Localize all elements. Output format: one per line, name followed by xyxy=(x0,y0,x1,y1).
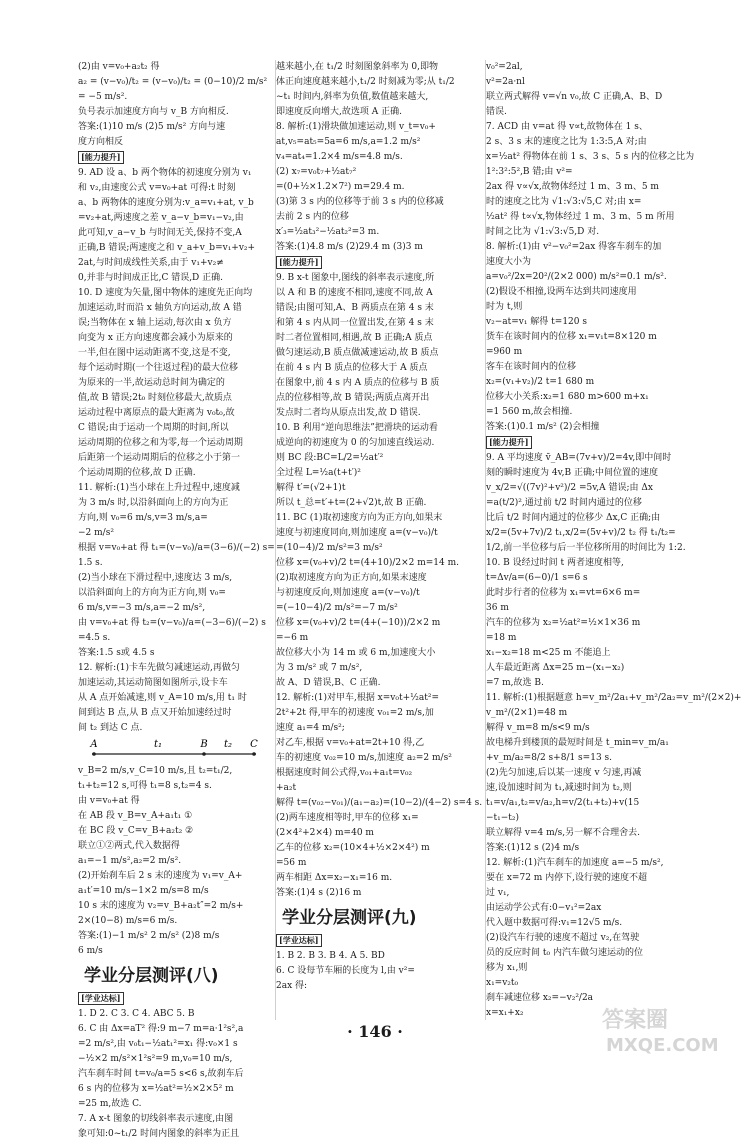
answer-line: 在图象中,前 4 s 内 A 质点的位移与 B 质 xyxy=(276,378,440,388)
answer-line: 12. 解析:(1)卡车先做匀减速运动,再做匀 xyxy=(78,663,240,673)
section-tag-label: [能力提升] xyxy=(276,256,322,269)
answer-line: −t₁−t₂) xyxy=(486,813,520,823)
answer-line: 1.5 s. xyxy=(78,558,103,568)
answer-line: =(−10−4)/2 m/s²=−7 m/s² xyxy=(276,603,398,613)
answer-line: 错误;由图可知,A、B 两质点在第 4 s 末 xyxy=(276,303,434,313)
answer-line: (2)两车速度相等时,甲车的位移 x₁= xyxy=(276,813,419,823)
answer-line: 9. AD 设 a、b 两个物体的初速度分别为 v₁ xyxy=(78,168,252,178)
answer-line: 为原来的一半,故运动总时间为确定的 xyxy=(78,378,225,388)
answer-line: v_x/2=√((7v)²+v²)/2 =5v,A 错误;由 Δx xyxy=(486,483,653,493)
answer-line: 以 A 和 B 的速度不相同,速度不同,故 A xyxy=(276,288,433,298)
section-tag xyxy=(276,255,484,271)
answer-line: 乙车的位移 x₂=(10×4+½×2×4²) m xyxy=(276,843,430,853)
answer-line: 根据 v=v₀+at 得 t₁=(v−v₀)/a=(3−6)/(−2) s= xyxy=(78,543,275,553)
answer-line: 10 s 末的速度为 v₂=v_B+a₂t″=2 m/s+ xyxy=(78,901,244,911)
answer-line: 答案:(1)−1 m/s² 2 m/s² (2)8 m/s xyxy=(78,931,220,941)
answer-line: 时为 t,则 xyxy=(486,302,523,312)
answer-line: +v_m/a₂=8/2 s+8/1 s=13 s. xyxy=(486,753,613,763)
answer-line: 移为 x₁,则 xyxy=(486,963,528,973)
answer-line: 代入题中数据可得:v₁=12√5 m/s. xyxy=(486,918,623,928)
answer-line: 则 BC 段:BC=L/2=½at′² xyxy=(276,453,384,463)
answer-line: v_m²/(2×1)=48 m xyxy=(486,708,568,718)
answer-line: 方向,则 v₀=6 m/s,v=3 m/s,a= xyxy=(78,513,208,523)
answer-line: 速,设加速时间为 t₁,减速时间为 t₂,则 xyxy=(486,783,632,793)
answer-line: 发点时二者均从原点出发,故 D 错误. xyxy=(276,408,421,418)
motion-diagram xyxy=(78,736,268,764)
answer-line: 2 s、3 s 末的速度之比为 1:3:5,A 对;由 xyxy=(486,137,647,147)
answer-line: x/2=(5v+7v)/2 t₁,x/2=(5v+v)/2 t₂ 得 t₁/t₂= xyxy=(486,528,676,538)
answer-line: 错误. xyxy=(486,107,507,117)
answer-line: 答案:(1)12 s (2)4 m/s xyxy=(486,843,580,853)
answer-line: 负号表示加速度方向与 v_B 方向相反. xyxy=(78,107,229,117)
answer-line: 从 A 点开始减速,则 v_A=10 m/s,用 t₁ 时 xyxy=(78,693,247,703)
answer-line: 加速运动,其运动简图如图所示,设卡车 xyxy=(78,678,228,688)
answer-line: (2) x₇=v₀t₇+½at₇² xyxy=(276,167,357,177)
answer-line: 速度 a₁=4 m/s²; xyxy=(276,723,345,733)
answer-line: (2)取初速度方向为正方向,如果末速度 xyxy=(276,573,427,583)
section-tag xyxy=(78,150,274,166)
diagram-label: B xyxy=(200,739,208,750)
answer-line: 刻的瞬时速度为 4v,B 正确;中间位置的速度 xyxy=(486,468,658,478)
answer-line: =−6 m xyxy=(276,633,309,643)
answer-line: 10. B 设经过时间 t 两者速度相等, xyxy=(486,558,624,568)
answer-line: =v₂+at,两速度之差 v_a−v_b=v₁−v₂,由 xyxy=(78,213,244,223)
answer-line: =2 m/s²,由 v₀t₁−½at₁²=x₁ 得:v₀×1 s xyxy=(78,1039,238,1049)
answer-line: 2at,与时间成线性关系,由于 v₁+v₂≠ xyxy=(78,258,224,268)
answer-line: a₁t′=10 m/s−1×2 m/s=8 m/s xyxy=(78,886,209,896)
answer-line: v₄=at₄=1.2×4 m/s=4.8 m/s. xyxy=(276,152,403,162)
answer-line: 汽车的位移为 x₂=½at²=½×1×36 m xyxy=(486,618,641,628)
answer-line: 答案:(1)0.1 m/s² (2)会相撞 xyxy=(486,422,600,432)
answer-line: 1²:3²:5²,B 错;由 v²= xyxy=(486,167,573,177)
answer-line: 为 3 m/s 时,以沿斜面向上的方向为正 xyxy=(78,498,229,508)
answer-line: a=v₀²/2x=20²/(2×2 000) m/s²=0.1 m/s². xyxy=(486,272,667,282)
answer-line: at,v₅=at₅=5a=6 m/s,a=1.2 m/s² xyxy=(276,137,421,147)
answer-line: a₁=−1 m/s²,a₂=2 m/s². xyxy=(78,856,182,866)
answer-line: ½at² 得 t∝√x,物体经过 1 m、3 m、5 m 所用 xyxy=(486,212,675,222)
answer-line: 答案:(1)10 m/s (2)5 m/s² 方向与速 xyxy=(78,122,226,132)
answer-line: 过 v₁, xyxy=(486,888,510,898)
answer-line: (2)当小球在下滑过程中,速度达 3 m/s, xyxy=(78,573,233,583)
answer-line: 由运动学公式有:0−v₁²=2ax xyxy=(486,903,602,913)
section-tag-label: [学业达标] xyxy=(276,934,322,947)
answer-line: =1 560 m,故会相撞. xyxy=(486,407,573,417)
answer-line: 运动周期的位移之和为零,每一个运动周期 xyxy=(78,438,243,448)
diagram-point xyxy=(252,752,256,756)
answer-line: x′₃=½at₃²−½at₂²=3 m. xyxy=(276,227,380,237)
answer-line: 10. B 利用“逆向思维法”把滑块的运动看 xyxy=(276,423,438,433)
answer-line: 答案:1.5 s或 4.5 s xyxy=(78,648,155,658)
answer-column-left xyxy=(78,60,275,1139)
answer-line: 以沿斜面向上的方向为正方向,则 v₀= xyxy=(78,588,226,598)
answer-line: (2)开始刹车后 2 s 末的速度为 v₁=v_A+ xyxy=(78,871,243,881)
answer-line: 6 s 内的位移为 x=½at²=½×2×5² m xyxy=(78,1084,234,1094)
answer-line: 6 m/s xyxy=(78,946,103,956)
answer-line: 7. A x-t 图象的切线斜率表示速度,由图 xyxy=(78,1114,234,1124)
section-tag xyxy=(276,933,484,949)
answer-column-middle xyxy=(276,60,484,1035)
answer-line: 解得 v_m=8 m/s<9 m/s xyxy=(486,723,590,733)
answer-line: v²=2a·nl xyxy=(486,77,525,87)
answer-line: 位移 x=(v₀+v)/2 t=(4+10)/2×2 m=14 m. xyxy=(276,558,460,568)
answer-line: 所以 t_总=t′+t=(2+√2)t,故 B 正确. xyxy=(276,498,427,508)
answer-line: 2×(10−8) m/s=6 m/s. xyxy=(78,916,178,926)
answer-line: =(10−4)/2 m/s²=3 m/s² xyxy=(276,543,383,553)
answer-line: 由 v=v₀+at 得 xyxy=(78,796,140,806)
answer-line: 体正向速度越来越小,t₁/2 时刻减为零;从 t₁/2 xyxy=(276,77,455,87)
answer-line: a、b 两物体的速度分别为:v_a=v₁+at, v_b xyxy=(78,198,254,208)
answer-line: 由 v=v₀+at 得 t₂=(v−v₀)/a=(−3−6)/(−2) s xyxy=(78,618,266,628)
diagram-label: t₁ xyxy=(153,739,163,750)
answer-line: 两车相距 Δx=x₂−x₁=16 m. xyxy=(276,873,393,883)
answer-line: 为 3 m/s² 或 7 m/s², xyxy=(276,663,363,673)
answer-line: 36 m xyxy=(486,603,509,613)
answer-line: 答案:(1)4 s (2)16 m xyxy=(276,888,362,898)
diagram-label: t₂ xyxy=(223,739,233,750)
answer-line: a₂ = (v−v₀)/t₂ = (v−v₀)/t₂ = (0−10)/2 m/s² xyxy=(78,77,268,87)
answer-line: 9. B x-t 图象中,图线的斜率表示速度,所 xyxy=(276,273,435,283)
answer-line: 员的反应时间 t₀ 内汽车做匀速运动的位 xyxy=(486,948,643,958)
section-tag xyxy=(486,435,706,451)
answer-line: 度方向相反 xyxy=(78,137,124,147)
answer-line: 车的初速度 v₀₂=10 m/s,加速度 a₂=2 m/s² xyxy=(276,753,452,763)
answer-line: (3)第 3 s 内的位移等于前 3 s 内的位移减 xyxy=(276,197,444,207)
answer-line: 2ax 得 v∝√x,故物体经过 1 m、3 m、5 m xyxy=(486,182,659,192)
answer-line: 时的速度之比为 √1:√3:√5,C 对;由 x= xyxy=(486,197,642,207)
answer-line: 11. 解析:(1)根据题意 h=v_m²/2a₁+v_m²/2a₂=v_m²/(2×2)+ xyxy=(486,693,742,703)
answer-line: 与初速度反向,则加速度 a=(v−v₀)/t xyxy=(276,588,420,598)
answer-line: 1/2,前一半位移与后一半位移所用的时间比为 1:2. xyxy=(486,543,686,553)
answer-line: 误;当物体在 x 轴上运动,每次由 x 负方 xyxy=(78,318,232,328)
answer-line: 此可知,v_a−v_b 与时间无关,保持不变,A xyxy=(78,228,242,238)
section-tag-label: [能力提升] xyxy=(486,436,532,449)
answer-line: 10. D 速度为矢量,图中物体的速度先正向均 xyxy=(78,288,253,298)
answer-line: 在 AB 段 v_B=v_A+a₁t₁ ① xyxy=(78,811,193,821)
answer-line: =56 m xyxy=(276,858,307,868)
answer-line: 故电梯升到楼顶的最短时间是 t_min=v_m/a₁ xyxy=(486,738,669,748)
answer-line: 人车最近距离 Δx=25 m−(x₁−x₂) xyxy=(486,663,625,673)
diagram-label: A xyxy=(90,739,98,750)
answer-line: 比后 t/2 时间内通过的位移少 Δx,C 正确;由 xyxy=(486,513,661,523)
answer-line: = −5 m/s². xyxy=(78,92,128,102)
answer-line: 答案:(1)4.8 m/s (2)29.4 m (3)3 m xyxy=(276,242,423,252)
answer-line: 速度大小为 xyxy=(486,257,532,267)
answer-line: C 错误;由于运动一个周期的时间,所以 xyxy=(78,423,229,433)
answer-line: x=x₁+x₂ xyxy=(486,1008,524,1018)
answer-line: x₁−x₂=18 m<25 m 不能追上 xyxy=(486,648,611,658)
answer-line: 成逆向的初速度为 0 的匀加速直线运动. xyxy=(276,438,435,448)
answer-line: −½×2 m/s²×1²s²=9 m,v₀=10 m/s, xyxy=(78,1054,233,1064)
answer-line: 解得 t=(v₀₂−v₀₁)/(a₁−a₂)=(10−2)/(4−2) s=4 s. xyxy=(276,798,483,808)
answer-line: 6. C 由 Δx=aT² 得:9 m−7 m=a·1²s²,a xyxy=(78,1024,244,1034)
answer-line: 故位移大小为 14 m 或 6 m,加速度大小 xyxy=(276,648,436,658)
answer-line: 要在 x=72 m 内停下,设行驶的速度不超 xyxy=(486,873,648,883)
diagram-point xyxy=(202,752,206,756)
answer-line: 12. 解析:(1)对甲车,根据 x=v₀t+½at²= xyxy=(276,693,439,703)
answer-line: 9. A 平均速度 v̄_AB=(7v+v)/2=4v,即中间时 xyxy=(486,453,672,463)
answer-column-right xyxy=(486,60,742,1035)
answer-line: 8. 解析:(1)滑块做加速运动,则 v_t=v₀+ xyxy=(276,122,436,132)
answer-line: 联立两式解得 v=√n v₀,故 C 正确,A、B、D xyxy=(486,92,663,102)
answer-line: 和 v₂,由速度公式 v=v₀+at 可得:t 时刻 xyxy=(78,183,236,193)
answer-line: 汽车刹车时间 t=v₀/a=5 s<6 s,故刹车后 xyxy=(78,1069,244,1079)
answer-line: v_B=2 m/s,v_C=10 m/s,且 t₂=t₁/2, xyxy=(78,766,233,776)
answer-line: 1. B 2. B 3. B 4. A 5. BD xyxy=(276,951,385,961)
answer-line: (2)先匀加速,后以某一速度 v 匀速,再减 xyxy=(486,768,642,778)
answer-line: 根据速度时间公式得,v₀₁+a₁t=v₀₂ xyxy=(276,768,413,778)
svg-text:答案圈: 答案圈 xyxy=(602,1008,669,1033)
diagram-label: C xyxy=(250,739,258,750)
section-tag-label: [能力提升] xyxy=(78,151,124,164)
answer-line: 速度与初速度同向,则加速度 a=(v−v₀)/t xyxy=(276,528,438,538)
svg-text:MXQE.COM: MXQE.COM xyxy=(606,1035,719,1056)
answer-line: 间 t₂ 到达 C 点. xyxy=(78,723,143,733)
answer-line: t=Δv/a=(6−0)/1 s=6 s xyxy=(486,573,588,583)
answer-line: 货车在该时间内的位移 x₁=v₁t=8×120 m xyxy=(486,332,657,342)
answer-line: 越来越小,在 t₁/2 时刻图象斜率为 0,即物 xyxy=(276,62,439,72)
answer-line: 做匀速运动,B 质点做减速运动,故 B 质点 xyxy=(276,348,439,358)
answer-line: 正确,B 错误;两速度之和 v_a+v_b=v₁+v₂+ xyxy=(78,243,256,253)
answer-line: 联立解得 v=4 m/s,另一解不合理舍去. xyxy=(486,828,640,838)
answer-line: 加速运动,时而沿 x 轴负方向运动,故 A 错 xyxy=(78,303,242,313)
answer-line: =(0+½×1.2×7²) m=29.4 m. xyxy=(276,182,405,192)
answer-line: 在 BC 段 v_C=v_B+a₂t₂ ② xyxy=(78,826,194,836)
answer-line: 值,故 B 错误;2t₀ 时刻位移最大,故质点 xyxy=(78,393,232,403)
answer-line: (2)由 v=v₀+a₂t₂ 得 xyxy=(78,62,160,72)
answer-line: 间到达 B 点,从 B 点又开始加速经过时 xyxy=(78,708,232,718)
answer-line: 故 A、D 错误,B、C 正确. xyxy=(276,678,381,688)
answer-line: 1. D 2. C 3. C 4. ABC 5. B xyxy=(78,1009,195,1019)
answer-line: =a(t/2)²,通过前 t/2 时间内通过的位移 xyxy=(486,498,642,508)
answer-line: 8. 解析:(1)由 v²−v₀²=2ax 得客车刹车的加 xyxy=(486,242,662,252)
answer-line: 解得 t′=(√2+1)t xyxy=(276,483,346,493)
answer-line: t₁=v/a₁,t₂=v/a₂,h=v/2(t₁+t₂)+v(15 xyxy=(486,798,640,808)
answer-line: ~t₁ 时间内,斜率为负值,数值越来越大, xyxy=(276,92,429,102)
answer-line: =18 m xyxy=(486,633,517,643)
answer-line: 联立①②两式,代入数据得 xyxy=(78,841,180,851)
answer-line: 2ax 得: xyxy=(276,981,308,991)
answer-line: 一半,但在图中运动距离不变,这是不变, xyxy=(78,348,231,358)
answer-line: −2 m/s² xyxy=(78,528,114,538)
answer-line: 去前 2 s 内的位移 xyxy=(276,212,349,222)
answer-line: 位移大小关系:x₂=1 680 m>600 m+x₁ xyxy=(486,392,649,402)
answer-line: 时二者位置相同,相遇,故 B 正确;A 质点 xyxy=(276,333,433,343)
answer-line: (2)设汽车行驶的速度不超过 v₂,在驾驶 xyxy=(486,933,640,943)
answer-line: 7. ACD 由 v=at 得 v∝t,故物体在 1 s、 xyxy=(486,122,648,132)
section-tag-label: [学业达标] xyxy=(78,992,124,1005)
answer-line: 向变为 x 正方向速度都会减小为原来的 xyxy=(78,333,233,343)
answer-line: 每个运动时期(一个往返过程)的最大位移 xyxy=(78,363,239,373)
section-title: 学业分层测评(八) xyxy=(84,966,219,986)
answer-line: t₁+t₂=12 s,可得 t₁=8 s,t₂=4 s. xyxy=(78,781,212,791)
answer-line: 在前 4 s 内 B 质点的位移大于 A 质点 xyxy=(276,363,428,373)
section-tag xyxy=(78,991,274,1007)
answer-line: 即速度反向增大,故选项 A 正确. xyxy=(276,107,402,117)
answer-line: 运动过程中离原点的最大距离为 v₀t₀,故 xyxy=(78,408,235,418)
answer-line: x₂=(v₁+v₂)/2 t=1 680 m xyxy=(486,377,595,387)
answer-line: x₁=v₂t₀ xyxy=(486,978,519,988)
answer-line: (2×4²+2×4) m=40 m xyxy=(276,828,374,838)
answer-line: 点的位移相等,故 B 错误;两质点离开出 xyxy=(276,393,430,403)
answer-line: 2t²+2t 得,甲车的初速度 v₀₁=2 m/s,加 xyxy=(276,708,434,718)
answer-line: 个运动周期的位移,故 D 正确. xyxy=(78,468,196,478)
answer-line: 12. 解析:(1)汽车刹车的加速度 a=−5 m/s², xyxy=(486,858,664,868)
answer-line: v₀²=2al, xyxy=(486,62,523,72)
answer-line: 时间之比为 √1:√3:√5,D 对. xyxy=(486,227,600,237)
answer-line: 位移 x=(v₀+v)/2 t=(4+(−10))/2×2 m xyxy=(276,618,441,628)
answer-line: 刹车减速位移 x₂=−v₂²/2a xyxy=(486,993,594,1003)
answer-line: 11. BC (1)取初速度方向为正方向,如果末 xyxy=(276,513,443,523)
answer-line: 和第 4 s 内从同一位置出发,在第 4 s 末 xyxy=(276,318,434,328)
section-title: 学业分层测评(九) xyxy=(282,908,417,928)
answer-line: 后距第一个运动周期后的位移之小于第一 xyxy=(78,453,241,463)
answer-line: =960 m xyxy=(486,347,523,357)
answer-line: 全过程 L=½a(t+t′)² xyxy=(276,468,361,478)
answer-line: 11. 解析:(1)当小球在上升过程中,速度减 xyxy=(78,483,240,493)
answer-line: v₂−at=v₁ 解得 t=120 s xyxy=(486,317,587,327)
answer-line: 对乙车,根据 v=v₀+at=2t+10 得,乙 xyxy=(276,738,425,748)
answer-line: 客车在该时间内的位移 xyxy=(486,362,577,372)
answer-line: 象可知:0~t₁/2 时间内图象的斜率为正且 xyxy=(78,1129,240,1139)
watermark-logo xyxy=(596,1001,746,1057)
answer-line: =7 m,故选 B. xyxy=(486,678,544,688)
answer-line: 6 m/s,v=−3 m/s,a=−2 m/s², xyxy=(78,603,206,613)
diagram-point xyxy=(92,752,96,756)
answer-line: 6. C 设每节车厢的长度为 l,由 v²= xyxy=(276,966,415,976)
answer-line: =4.5 s. xyxy=(78,633,111,643)
answer-line: x=½at² 得物体在前 1 s、3 s、5 s 内的位移之比为 xyxy=(486,152,695,162)
answer-line: (2)假设不相撞,设两车达到共同速度用 xyxy=(486,287,637,297)
answer-line: 0,并非与时间成正比,C 错误,D 正确. xyxy=(78,273,223,283)
answer-line: 此时步行者的位移为 x₁=vt=6×6 m= xyxy=(486,588,641,598)
answer-line: +a₂t xyxy=(276,783,297,793)
page-number: · 146 · xyxy=(347,1022,403,1041)
answer-line: =25 m,故选 C. xyxy=(78,1099,142,1109)
